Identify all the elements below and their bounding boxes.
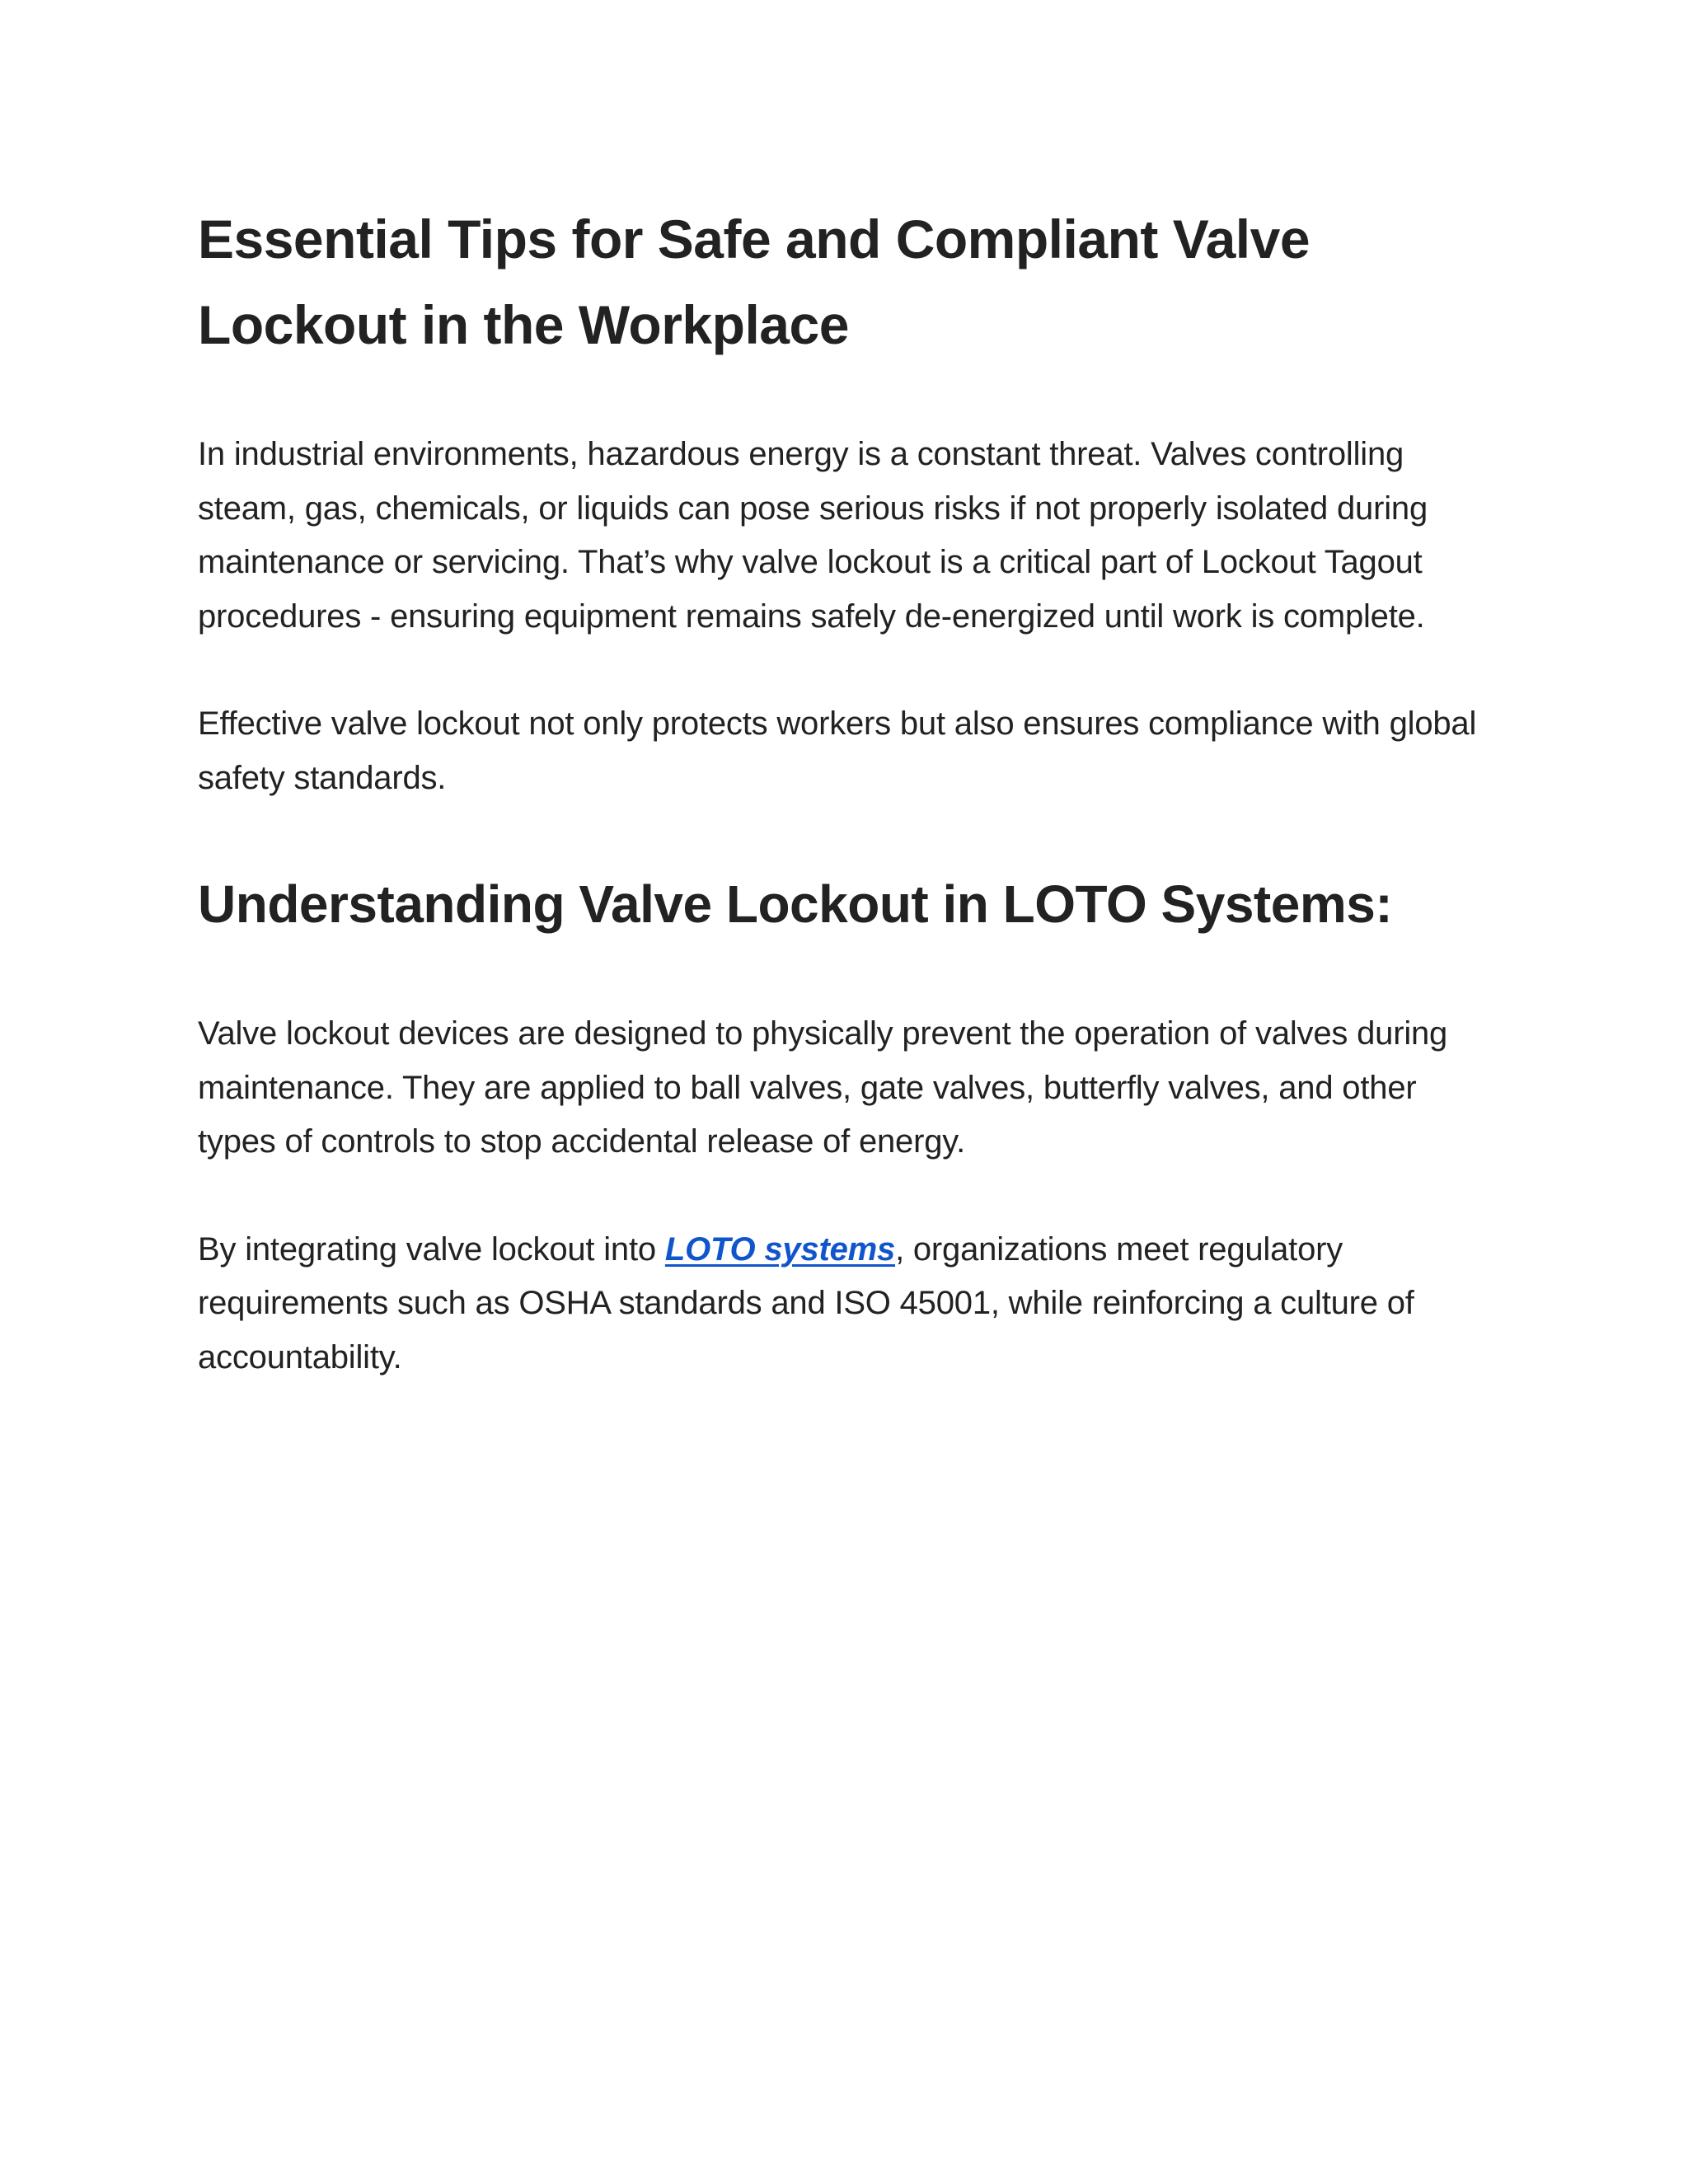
- section-paragraph-2: [198, 1223, 1500, 1385]
- spacer: [198, 805, 1500, 863]
- intro-paragraph-1: In industrial environments, hazardous energy is a constant threat. Valves controlling steam, gas, chemicals, or liquids can pose serious risks if not properly isolated during maintenance or servicing. That’s why valve lockout is a critical part of Lockout Tagout procedures - ensuring equipment remains safely de-energized until work is complete.: [198, 436, 1428, 635]
- loto-systems-link[interactable]: LOTO systems: [664, 1230, 896, 1268]
- section-paragraph-1: Valve lockout devices are designed to physically prevent the operation of valves during maintenance. They are applied to ball valves, gate valves, butterfly valves, and other types of controls to stop accidental release of energy.: [198, 1015, 1448, 1160]
- document-content: [198, 196, 1500, 1385]
- spacer: [198, 945, 1500, 1007]
- paragraph-text-after-link: , organizations meet regulatory requirements such as OSHA standards and ISO 45001, while reinforcing a culture of accountability.: [198, 1230, 1414, 1376]
- paragraph-text-before-link: By integrating valve lockout into: [198, 1230, 665, 1268]
- page-title: Essential Tips for Safe and Compliant Valve Lockout in the Workplace: [198, 209, 1311, 355]
- spacer: [198, 644, 1500, 697]
- intro-paragraph-2: Effective valve lockout not only protects workers but also ensures compliance with global safety standards.: [198, 705, 1477, 796]
- section-heading: Understanding Valve Lockout in LOTO Systems:: [198, 874, 1393, 934]
- spacer: [198, 368, 1500, 428]
- spacer: [198, 1169, 1500, 1223]
